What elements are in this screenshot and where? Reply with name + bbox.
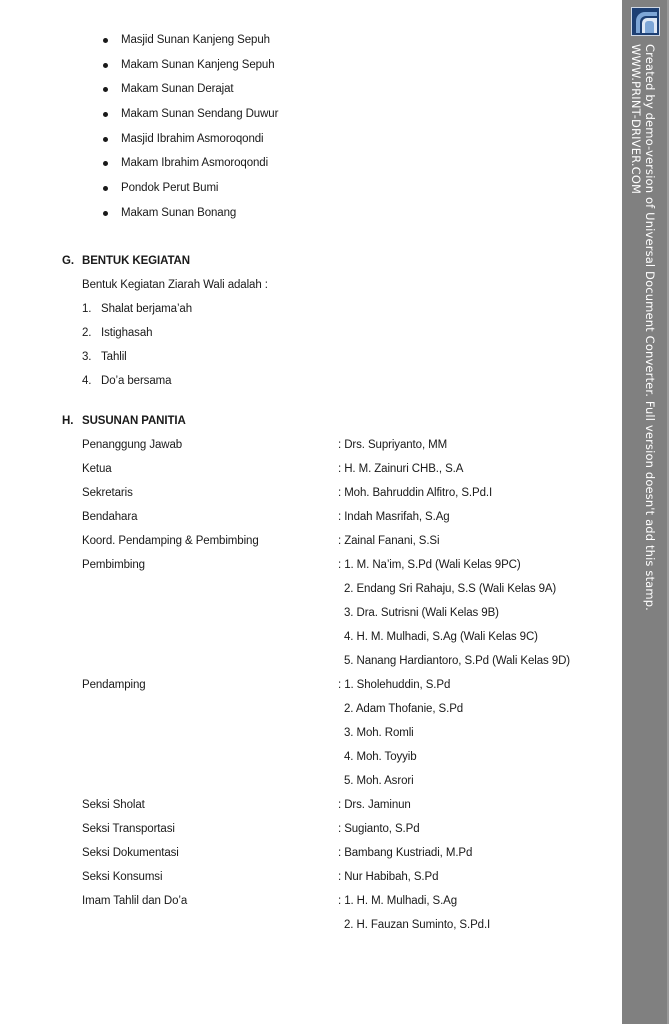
bullet-icon — [103, 161, 108, 166]
committee-role: Seksi Sholat — [82, 799, 145, 811]
section-g-title: BENTUK KEGIATAN — [82, 255, 190, 267]
committee-member: : H. M. Zainuri CHB., S.A — [338, 463, 464, 475]
committee-role: Ketua — [82, 463, 112, 475]
destination-item: Masjid Ibrahim Asmoroqondi — [121, 133, 264, 145]
committee-role: Seksi Konsumsi — [82, 871, 163, 883]
destination-item: Makam Sunan Bonang — [121, 207, 237, 219]
section-h-title: SUSUNAN PANITIA — [82, 415, 186, 427]
bullet-icon — [103, 186, 108, 191]
print-driver-logo-icon — [631, 7, 660, 36]
committee-member: 3. Moh. Romli — [344, 727, 414, 739]
bullet-icon — [103, 137, 108, 142]
committee-member: 5. Nanang Hardiantoro, S.Pd (Wali Kelas 9D) — [344, 655, 571, 667]
destination-item: Makam Ibrahim Asmoroqondi — [121, 157, 269, 169]
committee-member: : 1. H. M. Mulhadi, S.Ag — [338, 895, 458, 907]
activity-item: Istighasah — [101, 327, 153, 339]
committee-member: : Sugianto, S.Pd — [338, 823, 420, 835]
committee-member: 2. Endang Sri Rahaju, S.S (Wali Kelas 9A) — [344, 583, 557, 595]
activity-number: 1. — [82, 303, 92, 315]
bullet-icon — [103, 112, 108, 117]
committee-role: Imam Tahlil dan Do’a — [82, 895, 188, 907]
committee-role: Seksi Transportasi — [82, 823, 175, 835]
section-g-letter: G. — [62, 255, 74, 267]
committee-member: 3. Dra. Sutrisni (Wali Kelas 9B) — [344, 607, 499, 619]
committee-member: 4. H. M. Mulhadi, S.Ag (Wali Kelas 9C) — [344, 631, 538, 643]
committee-member: : Moh. Bahruddin Alfitro, S.Pd.I — [338, 487, 493, 499]
committee-member: 4. Moh. Toyyib — [344, 751, 417, 763]
stamp-url-text[interactable]: WWW.PRINT-DRIVER.COM — [629, 44, 643, 195]
committee-member: : 1. Sholehuddin, S.Pd — [338, 679, 451, 691]
committee-member: 2. H. Fauzan Suminto, S.Pd.I — [344, 919, 491, 931]
destination-item: Masjid Sunan Kanjeng Sepuh — [121, 34, 270, 46]
committee-role: Seksi Dokumentasi — [82, 847, 179, 859]
destination-item: Makam Sunan Derajat — [121, 83, 234, 95]
activity-number: 3. — [82, 351, 92, 363]
committee-member: : Zainal Fanani, S.Si — [338, 535, 440, 547]
committee-member: : 1. M. Na’im, S.Pd (Wali Kelas 9PC) — [338, 559, 521, 571]
activity-number: 4. — [82, 375, 92, 387]
committee-role: Pembimbing — [82, 559, 145, 571]
committee-member: 5. Moh. Asrori — [344, 775, 414, 787]
bullet-icon — [103, 63, 108, 68]
committee-member: : Bambang Kustriadi, M.Pd — [338, 847, 473, 859]
stamp-notice-text: Created by demo-version of Universal Document Converter. Full version doesn't add this stamp. — [643, 44, 657, 611]
activity-item: Do’a bersama — [101, 375, 172, 387]
activity-item: Shalat berjama’ah — [101, 303, 192, 315]
committee-role: Penanggung Jawab — [82, 439, 183, 451]
activity-item: Tahlil — [101, 351, 127, 363]
committee-member: 2. Adam Thofanie, S.Pd — [344, 703, 464, 715]
bullet-icon — [103, 38, 108, 43]
committee-member: : Nur Habibah, S.Pd — [338, 871, 439, 883]
destination-item: Makam Sunan Kanjeng Sepuh — [121, 59, 275, 71]
converter-stamp-sidebar — [622, 0, 669, 1024]
activity-number: 2. — [82, 327, 92, 339]
committee-role: Bendahara — [82, 511, 138, 523]
bullet-icon — [103, 87, 108, 92]
committee-role: Sekretaris — [82, 487, 133, 499]
committee-member: : Drs. Supriyanto, MM — [338, 439, 448, 451]
committee-member: : Indah Masrifah, S.Ag — [338, 511, 450, 523]
destination-item: Makam Sunan Sendang Duwur — [121, 108, 279, 120]
section-h-letter: H. — [62, 415, 74, 427]
bullet-icon — [103, 211, 108, 216]
destination-item: Pondok Perut Bumi — [121, 182, 219, 194]
committee-member: : Drs. Jaminun — [338, 799, 411, 811]
section-g-intro: Bentuk Kegiatan Ziarah Wali adalah : — [82, 279, 268, 291]
committee-role: Koord. Pendamping & Pembimbing — [82, 535, 259, 547]
committee-role: Pendamping — [82, 679, 146, 691]
